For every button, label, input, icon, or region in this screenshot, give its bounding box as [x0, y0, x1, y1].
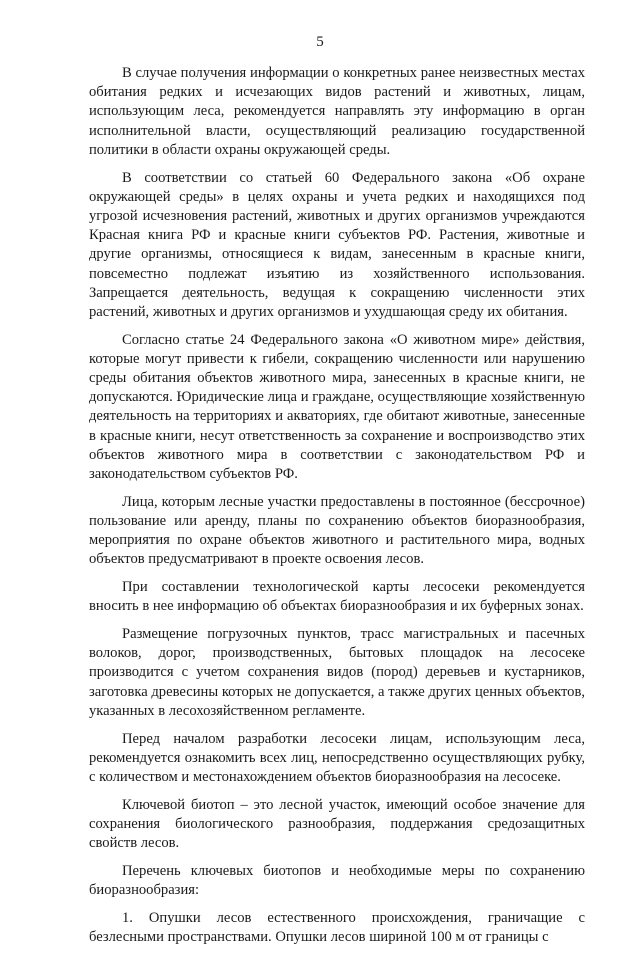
- paragraph-technological-map: При составлении технологической карты лесосеки рекомендуется вносить в нее информацию об объектах биоразнообразия и их буферных зонах.: [89, 579, 585, 615]
- paragraph-key-biotope-definition: Ключевой биотоп – это лесной участок, имеющий особое значение для сохранения биологического разнообразия, поддержания средозащитных свойств лесов.: [89, 796, 585, 852]
- page-number: 5: [316, 34, 324, 50]
- paragraph-briefing-before-cutting: Перед началом разработки лесосеки лицам, использующим леса, рекомендуется ознакомить всех лиц, непосредственно осуществляющих рубку, с количеством и местонахождением объектов биоразнообразия на лесосеке.: [89, 730, 585, 785]
- paragraph-red-book-environment-law: В соответствии со статьей 60 Федерального закона «Об охране окружающей среды» в целях охраны и учета редких и находящихся под угрозой исчезновения растений, животных и других организмов учреждаются Красная книга РФ и красные книги субъектов РФ. Растения, животные и другие организмы, относящиеся к видам, занесенным в красные книги, повсеместно подлежат изъятию из хозяйственного использования. Запрещается деятельность, ведущая к сокращению численности этих растений, животных и других организмов и ухудшающая среду их обитания.: [89, 169, 585, 320]
- paragraph-animal-world-law: Согласно статье 24 Федерального закона «О животном мире» действия, которые могут привести к гибели, сокращению численности или нарушению среды обитания объектов животного мира, занесенных в красные книги, не допускаются. Юридические лица и граждане, осуществляющие хозяйственную деятельность на территориях и акваториях, где обитают животные, занесенные в красные книги, несут ответственность за сохранение и воспроизводство этих объектов животного мира в соответствии с законодательством РФ и законодательством субъектов РФ.: [89, 331, 585, 483]
- paragraph-forest-development-project: Лица, которым лесные участки предоставлены в постоянное (бессрочное) пользование или аренду, планы по сохранению объектов биоразнообразия, мероприятия по охране объектов животного и растительного мира, водных объектов предусматривают в проекте освоения лесов.: [89, 493, 585, 568]
- paragraph-site-placement: Размещение погрузочных пунктов, трасс магистральных и пасечных волоков, дорог, производственных, бытовых площадок на лесосеке производится с учетом сохранения видов (пород) деревьев и кустарников, заготовка древесины которых не допускается, а также других ценных объектов, указанных в лесохозяйственном регламенте.: [89, 625, 585, 719]
- paragraph-unknown-habitats: В случае получения информации о конкретных ранее неизвестных местах обитания редких и исчезающих видов растений и животных, лицам, использующим леса, рекомендуется направлять эту информацию в орган исполнительной власти, осуществляющий реализацию государственной политики в области охраны окружающей среды.: [89, 65, 585, 158]
- paragraph-biotope-list-intro: Перечень ключевых биотопов и необходимые меры по сохранению биоразнообразия:: [89, 862, 585, 898]
- paragraph-forest-edges-item: 1. Опушки лесов естественного происхождения, граничащие с безлесными пространствами. Опушки лесов шириной 100 м от границы с: [89, 909, 585, 945]
- document-body: [89, 64, 585, 956]
